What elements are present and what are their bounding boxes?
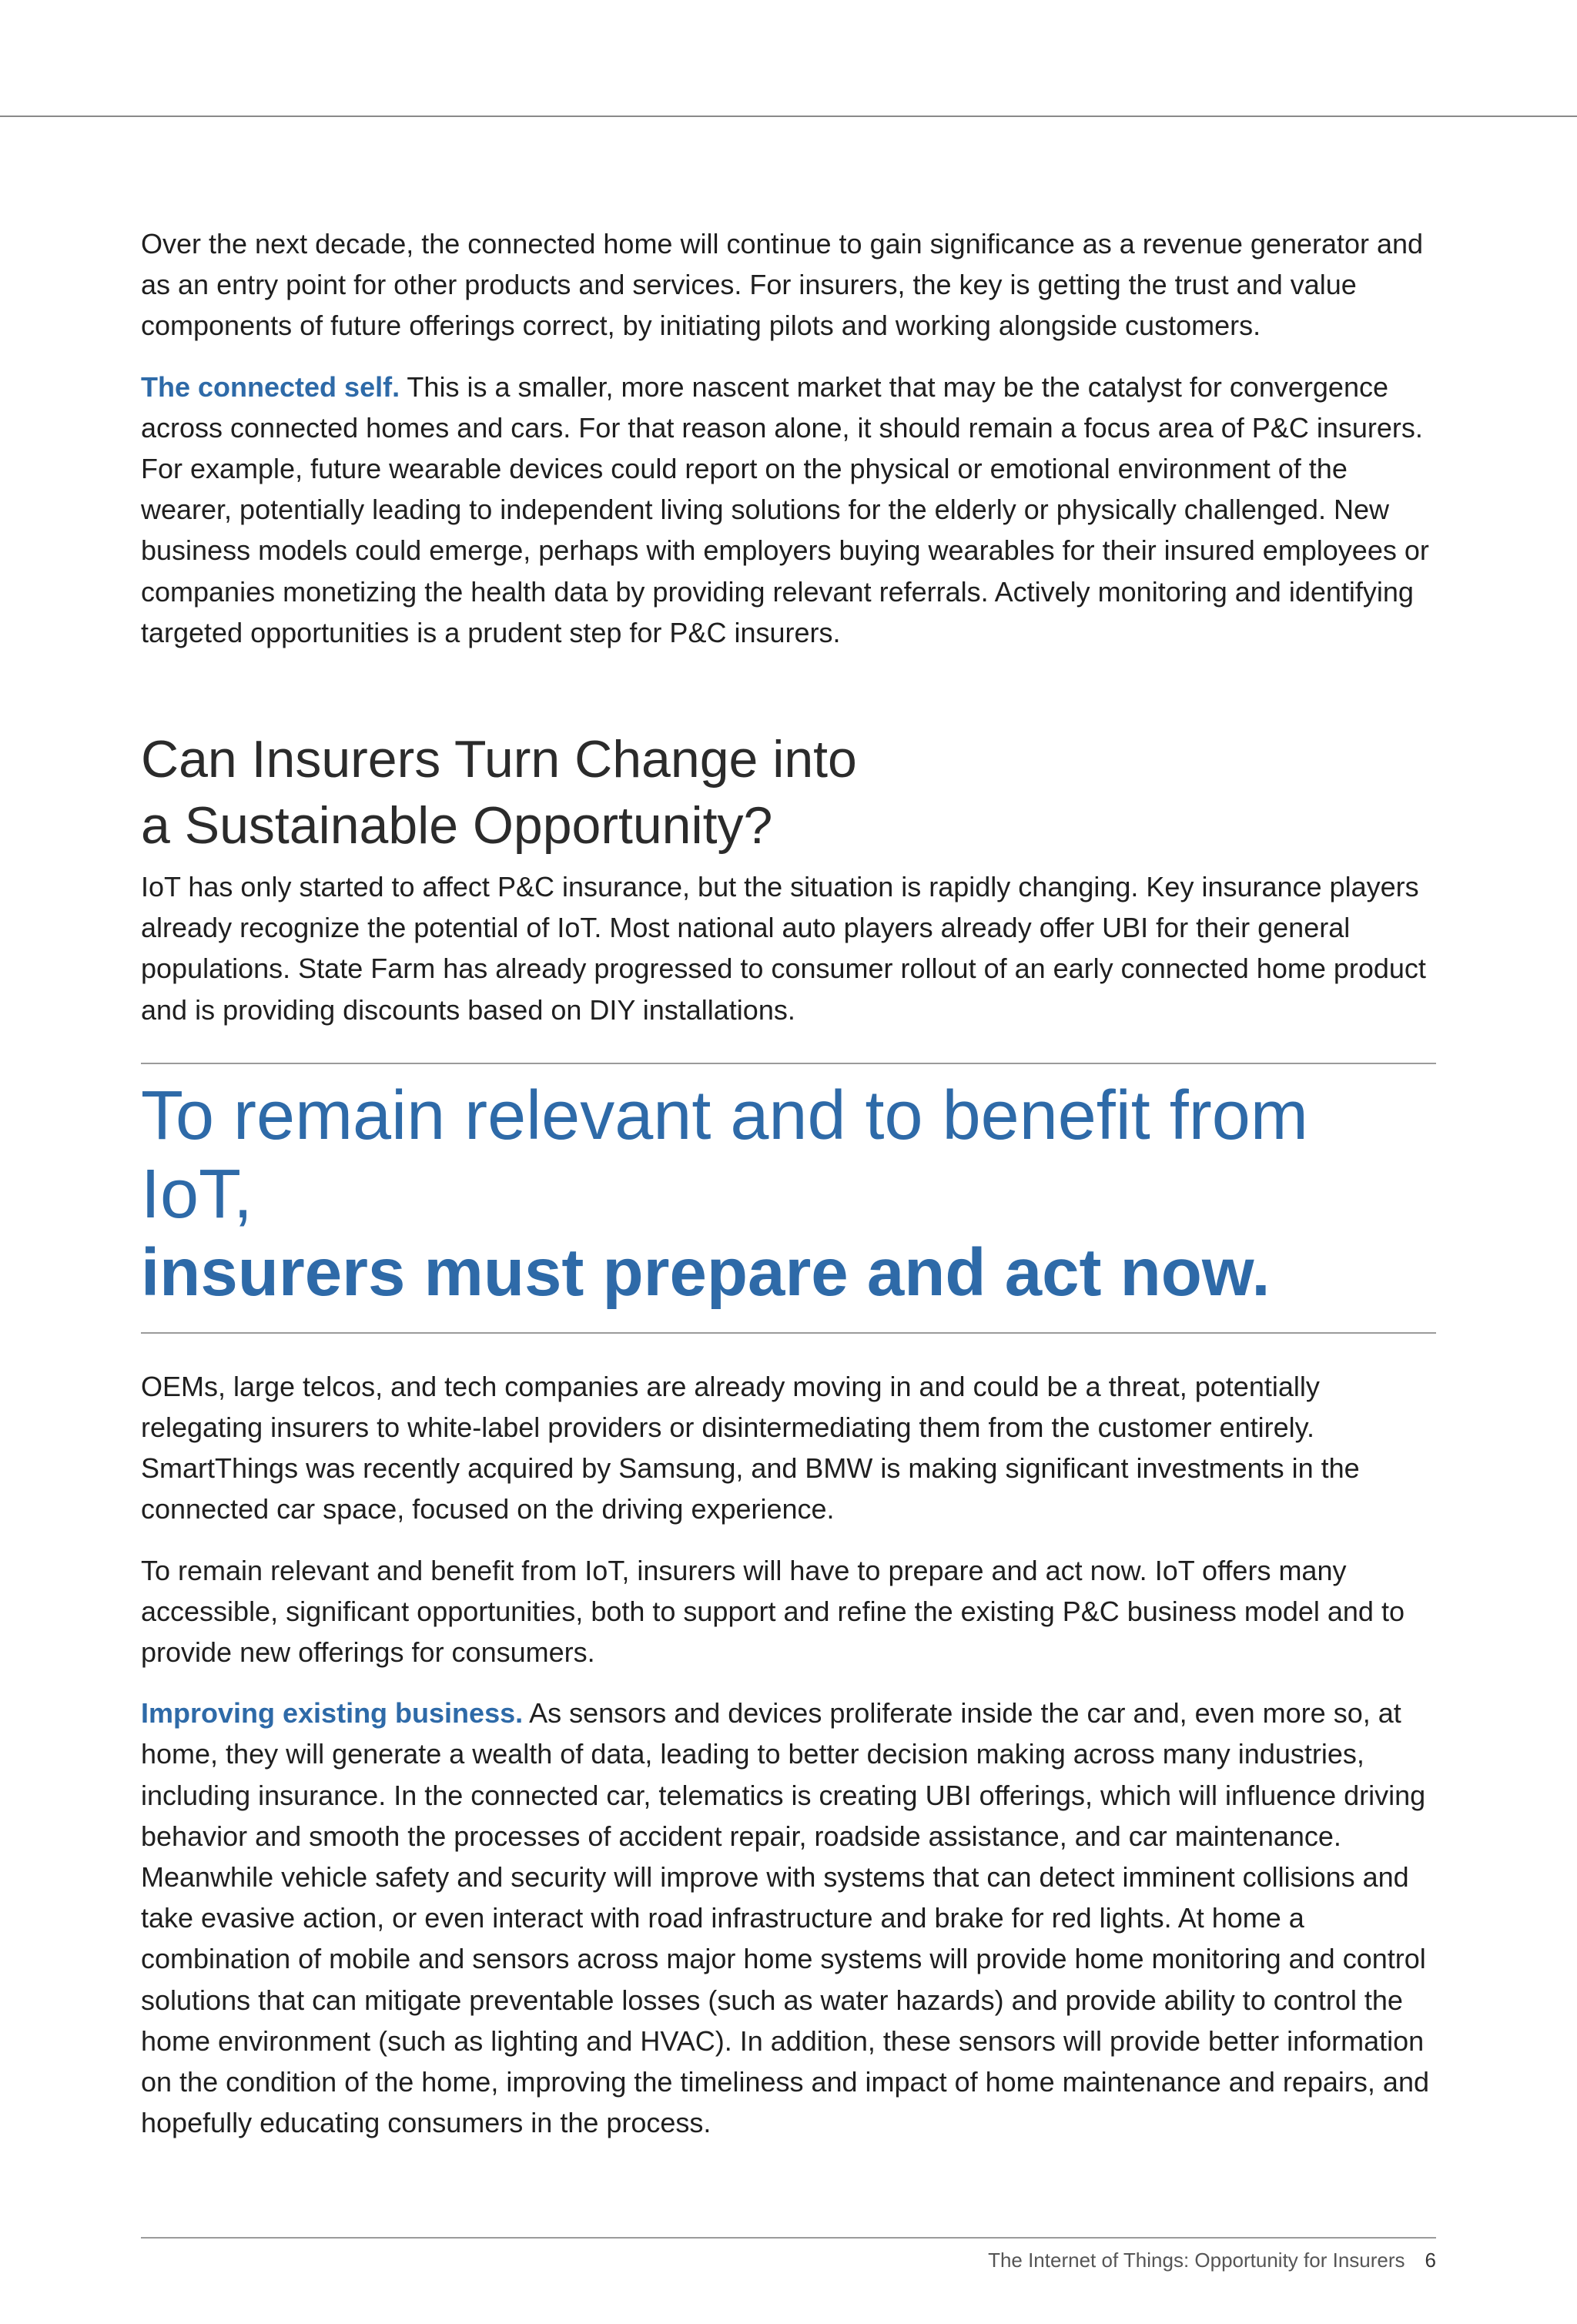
page-footer (988, 2248, 1436, 2272)
article-body (141, 223, 1438, 2164)
pull-quote-line-2: insurers must prepare and act now. (141, 1234, 1271, 1310)
pull-quote-line-1: To remain relevant and to benefit from IoT, (141, 1077, 1308, 1233)
improving-business-lead: Improving existing business. (141, 1697, 524, 1730)
improving-business-text: As sensors and devices proliferate inside the car and, even more so, at home, they will generate a wealth of data, leading to better decision making across many industries, including insurance. In the connected car, telematics is creating UBI offerings, which will influence driving behavior and smooth the processes of accident repair, roadside assistance, and car maintenance. Meanwhile vehicle safety and security will improve with systems that can detect imminent collisions and take evasive action, or even interact with road infrastructure and brake for red lights. At home a combination of mobile and sensors across major home systems will provide home monitoring and control solutions that can mitigate preventable losses (such as water hazards) and provide ability to control the home environment (such as lighting and HVAC). In addition, these sensors will provide better information on the condition of the home, improving the timeliness and impact of home maintenance and repairs, and hopefully educating consumers in the process. (141, 1697, 1429, 2139)
pull-quote-bottom-rule (141, 1332, 1436, 1334)
connected-self-lead: The connected self. (141, 370, 400, 403)
section-heading (141, 726, 1438, 859)
footer-title: The Internet of Things: Opportunity for Insurers (988, 2249, 1405, 2272)
body-paragraph-2: To remain relevant and benefit from IoT, insurers will have to prepare and act now. IoT offers many accessible, significant opportunities, both to support and refine the existing P&C business model and to provide new offerings for consumers. (141, 1554, 1405, 1669)
section-heading-line-1: Can Insurers Turn Change into (141, 730, 857, 789)
section-paragraph: IoT has only started to affect P&C insurance, but the situation is rapidly changing. Key insurance players already recognize the potential of IoT. Most national auto players already offer UBI for their general populations. State Farm has already progressed to consumer rollout of an early connected home product and is providing discounts based on DIY installations. (141, 871, 1426, 1026)
section-heading-line-2: a Sustainable Opportunity? (141, 796, 773, 856)
connected-self-paragraph (141, 367, 1438, 653)
page-number: 6 (1425, 2249, 1436, 2272)
intro-paragraph: Over the next decade, the connected home will continue to gain significance as a revenue generator and as an entry point for other products and services. For insurers, the key is getting the trust and value components of future offerings correct, by initiating pilots and working alongside customers. (141, 228, 1424, 342)
footer-rule (141, 2237, 1436, 2239)
improving-business-paragraph (141, 1693, 1438, 2143)
connected-self-text: This is a smaller, more nascent market that may be the catalyst for convergence across connected homes and cars. For that reason alone, it should remain a focus area of P&C insurers. For example, future wearable devices could report on the physical or emotional environment of the wearer, potentially leading to independent living solutions for the elderly or physically challenged. New business models could emerge, perhaps with employers buying wearables for their insured employees or companies monetizing the health data by providing relevant referrals. Actively monitoring and identifying targeted opportunities is a prudent step for P&C insurers. (141, 370, 1429, 648)
pull-quote (141, 1077, 1438, 1312)
pull-quote-top-rule (141, 1063, 1436, 1064)
body-paragraph-1: OEMs, large telcos, and tech companies are already moving in and could be a threat, potentially relegating insurers to white-label providers or disintermediating them from the customer entirely. SmartThings was recently acquired by Samsung, and BMW is making significant investments in the connected car space, focused on the driving experience. (141, 1370, 1360, 1525)
header-rule (0, 116, 1577, 117)
